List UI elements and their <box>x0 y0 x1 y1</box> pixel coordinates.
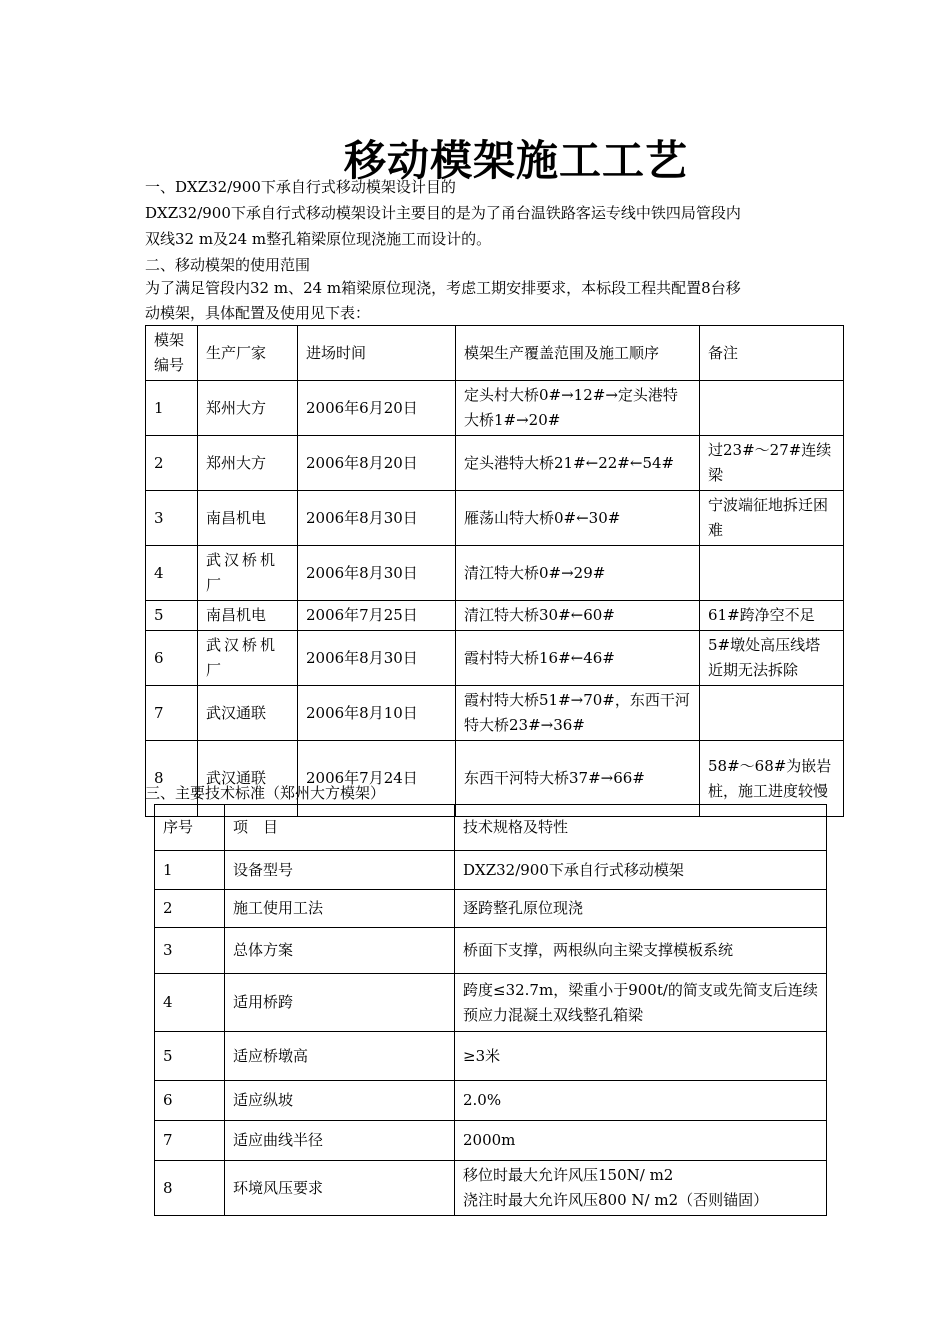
table-cell: 定头村大桥0#→12#→定头港特大桥1#→20# <box>456 381 700 436</box>
table-row <box>155 1081 827 1121</box>
table-cell: 6 <box>155 1081 225 1121</box>
wind-pressure-pouring: 浇注时最大允许风压800 N/ m2（否则锚固） <box>463 1191 769 1209</box>
table-cell: 7 <box>146 686 198 741</box>
table-row <box>146 381 844 436</box>
header-cell: 序号 <box>155 805 225 851</box>
table-cell: 适应曲线半径 <box>225 1121 455 1161</box>
table-cell: 6 <box>146 631 198 686</box>
table-cell: 5 <box>146 601 198 631</box>
table-row <box>146 631 844 686</box>
header-cell: 模架编号 <box>146 326 198 381</box>
table-cell: 郑州大方 <box>198 436 298 491</box>
table-cell: 2006年6月20日 <box>298 381 456 436</box>
section1-heading: 一、DXZ32/900下承自行式移动模架设计目的 <box>145 178 456 196</box>
table-cell: 武汉通联 <box>198 741 298 817</box>
table-cell: 2000m <box>455 1121 827 1161</box>
table-cell <box>700 546 844 601</box>
section2-paragraph-line2: 动模架，具体配置及使用见下表： <box>145 304 371 322</box>
header-cell: 技术规格及特性 <box>455 805 827 851</box>
technical-standards-table <box>154 804 827 1216</box>
table-cell: 武汉桥机厂 <box>198 631 298 686</box>
section1-paragraph-line1: DXZ32/900下承自行式移动模架设计主要目的是为了甬台温铁路客运专线中铁四局管段内 <box>145 204 741 222</box>
table-row <box>146 686 844 741</box>
table-cell: 武汉通联 <box>198 686 298 741</box>
table-cell: 3 <box>155 928 225 974</box>
table-row <box>155 974 827 1032</box>
table-cell: 定头港特大桥21#←22#←54# <box>456 436 700 491</box>
table-cell: 南昌机电 <box>198 491 298 546</box>
table-row <box>155 890 827 928</box>
table-cell: 清江特大桥0#→29# <box>456 546 700 601</box>
table-cell: 2006年8月30日 <box>298 546 456 601</box>
table-cell: 东西干河特大桥37#→66# <box>456 741 700 817</box>
wind-pressure-moving: 移位时最大允许风压150N/ m2 <box>463 1166 674 1184</box>
table-cell: 设备型号 <box>225 851 455 890</box>
section2-paragraph-line1: 为了满足管段内32 m、24 m箱梁原位现浇，考虑工期安排要求，本标段工程共配置8台移 <box>145 279 741 297</box>
table-row <box>146 546 844 601</box>
header-cell: 进场时间 <box>298 326 456 381</box>
table-cell: 8 <box>155 1161 225 1216</box>
table-cell: 2006年8月20日 <box>298 436 456 491</box>
table-cell: DXZ32/900下承自行式移动模架 <box>455 851 827 890</box>
table-cell: 环境风压要求 <box>225 1161 455 1216</box>
table-cell: 过23#～27#连续梁 <box>700 436 844 491</box>
table-cell: 2 <box>146 436 198 491</box>
table-cell: 2006年7月25日 <box>298 601 456 631</box>
table-row <box>155 1032 827 1081</box>
table-cell: 1 <box>146 381 198 436</box>
table-cell: 逐跨整孔原位现浇 <box>455 890 827 928</box>
table-cell: 宁波端征地拆迁困难 <box>700 491 844 546</box>
section2-heading: 二、移动模架的使用范围 <box>145 256 311 274</box>
table-cell: 2006年8月10日 <box>298 686 456 741</box>
table-row <box>146 491 844 546</box>
table-header-row <box>155 805 827 851</box>
section1-paragraph-line2: 双线32 m及24 m整孔箱梁原位现浇施工而设计的。 <box>145 230 492 248</box>
table-cell: 4 <box>155 974 225 1032</box>
header-cell: 项 目 <box>225 805 455 851</box>
table-cell: 2006年8月30日 <box>298 631 456 686</box>
table-row <box>146 601 844 631</box>
table-cell: 郑州大方 <box>198 381 298 436</box>
table-cell: 8 <box>146 741 198 817</box>
table-row <box>146 436 844 491</box>
table-cell: ≥3米 <box>455 1032 827 1081</box>
table-cell: 适应纵坡 <box>225 1081 455 1121</box>
table-cell: 2 <box>155 890 225 928</box>
table-cell: 施工使用工法 <box>225 890 455 928</box>
table-cell: 武汉桥机厂 <box>198 546 298 601</box>
section3-heading: 三、主要技术标准（郑州大方模架） <box>145 784 386 802</box>
table-cell: 南昌机电 <box>198 601 298 631</box>
header-cell: 生产厂家 <box>198 326 298 381</box>
header-cell: 模架生产覆盖范围及施工顺序 <box>456 326 700 381</box>
table-cell: 跨度≤32.7m，梁重小于900t/的简支或先简支后连续预应力混凝土双线整孔箱梁 <box>455 974 827 1032</box>
table-cell: 61#跨净空不足 <box>700 601 844 631</box>
table-row <box>155 1121 827 1161</box>
table-cell: 适用桥跨 <box>225 974 455 1032</box>
table-cell <box>700 381 844 436</box>
table-cell: 5#墩处高压线塔近期无法拆除 <box>700 631 844 686</box>
table-cell: 2006年7月24日 <box>298 741 456 817</box>
page-title: 移动模架施工工艺 <box>343 136 688 185</box>
table-cell: 58#～68#为嵌岩桩，施工进度较慢 <box>700 741 844 817</box>
table-cell: 2.0% <box>455 1081 827 1121</box>
table-row <box>155 1161 827 1216</box>
table-cell: 4 <box>146 546 198 601</box>
table-cell: 5 <box>155 1032 225 1081</box>
table-cell: 7 <box>155 1121 225 1161</box>
table-cell: 霞村特大桥51#→70#，东西干河特大桥23#→36# <box>456 686 700 741</box>
header-cell: 备注 <box>700 326 844 381</box>
table-cell: 3 <box>146 491 198 546</box>
table-cell: 1 <box>155 851 225 890</box>
table-cell: 清江特大桥30#←60# <box>456 601 700 631</box>
table-cell: 霞村特大桥16#←46# <box>456 631 700 686</box>
mould-allocation-table <box>145 325 844 817</box>
table-row <box>155 851 827 890</box>
table-cell: 桥面下支撑，两根纵向主梁支撑模板系统 <box>455 928 827 974</box>
table-cell <box>700 686 844 741</box>
table-cell: 总体方案 <box>225 928 455 974</box>
table-cell <box>455 1161 827 1216</box>
table-row <box>155 928 827 974</box>
table-cell: 适应桥墩高 <box>225 1032 455 1081</box>
table-cell: 雁荡山特大桥0#←30# <box>456 491 700 546</box>
table-cell: 2006年8月30日 <box>298 491 456 546</box>
table-header-row <box>146 326 844 381</box>
